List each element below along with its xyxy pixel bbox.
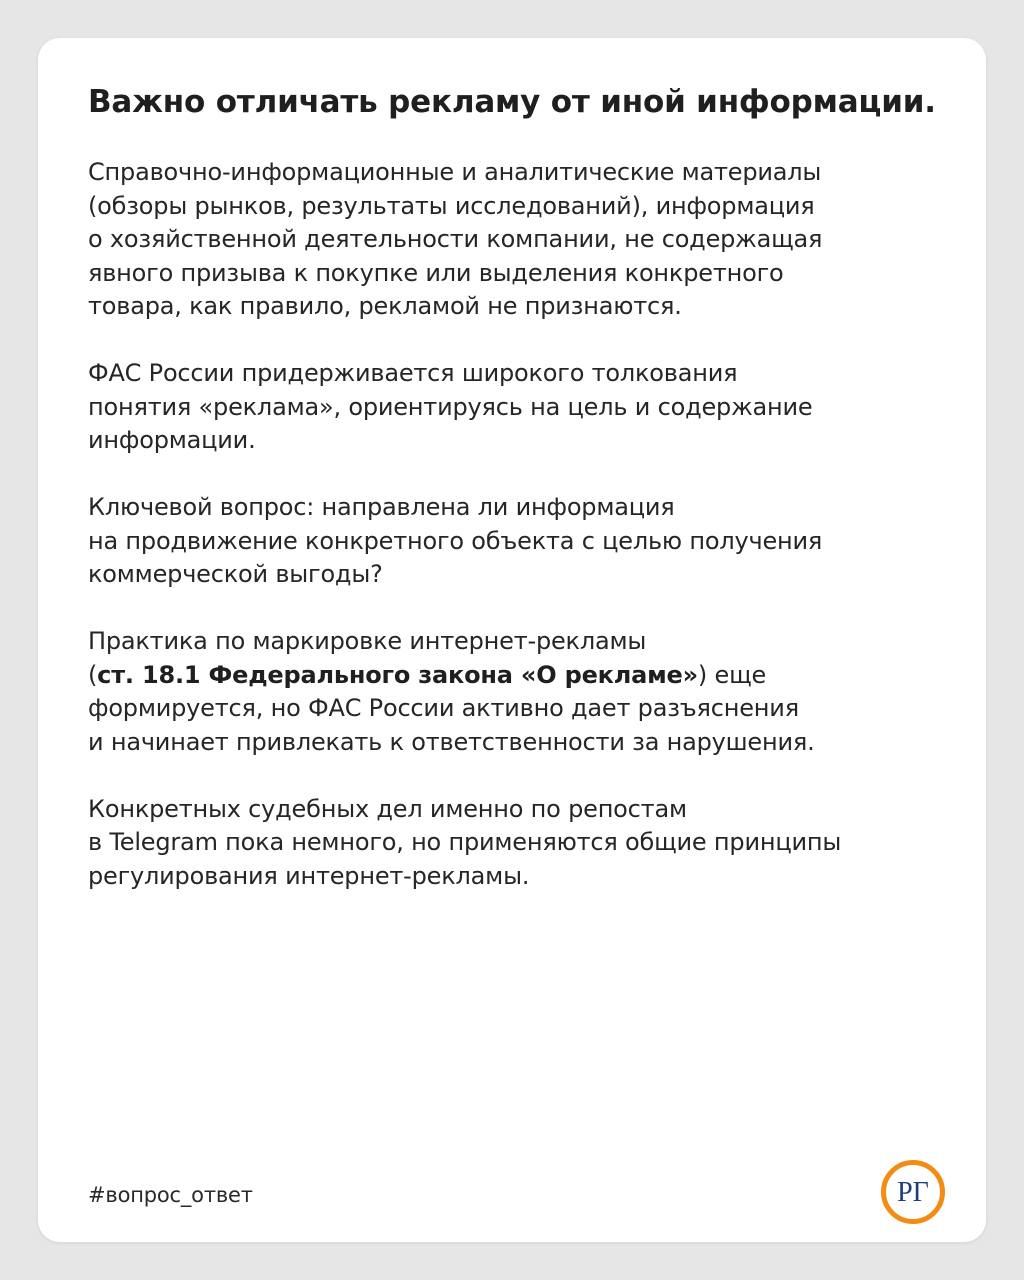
paren-open: ( xyxy=(88,660,98,689)
text-line: в Telegram пока немного, но применяются общие принципы xyxy=(88,828,842,856)
paragraph-reference-materials xyxy=(88,156,968,324)
hashtag: #вопрос_ответ xyxy=(88,1183,253,1207)
text-line: Практика по маркировке интернет-рекламы xyxy=(88,627,647,655)
law-reference: ст. 18.1 Федерального закона «О рекламе» xyxy=(97,660,698,689)
text-line: о хозяйственной деятельности компании, не содержащая xyxy=(88,225,823,253)
text-line: (обзоры рынков, результаты исследований), информация xyxy=(88,191,815,220)
text-line-with-law-reference xyxy=(88,659,968,693)
text-line: коммерческой выгоды? xyxy=(88,560,383,588)
text-line: на продвижение конкретного объекта с целью получения xyxy=(88,526,823,555)
logo-text: РГ xyxy=(897,1177,929,1208)
card-title: Важно отличать рекламу от иной информации. xyxy=(88,84,936,120)
text-fragment: ) еще xyxy=(697,660,767,689)
text-line: информации. xyxy=(88,426,256,454)
text-line: товара, как правило, рекламой не признаются. xyxy=(88,292,682,320)
paragraph-labeling-practice xyxy=(88,625,968,759)
text-line: ФАС России придерживается широкого толкования xyxy=(88,359,738,387)
text-line: Конкретных судебных дел именно по репостам xyxy=(88,794,687,823)
paragraph-key-question xyxy=(88,491,968,592)
text-line: понятия «реклама», ориентируясь на цель и содержание xyxy=(88,392,813,421)
paragraph-telegram-cases xyxy=(88,793,968,894)
text-line: формируется, но ФАС России активно дает разъяснения xyxy=(88,694,799,722)
rg-logo-icon xyxy=(880,1159,946,1225)
text-line: Справочно-информационные и аналитические материалы xyxy=(88,158,822,186)
text-line: и начинает привлекать к ответственности за нарушения. xyxy=(88,727,815,756)
card-body xyxy=(88,156,968,927)
text-line: явного призыва к покупке или выделения конкретного xyxy=(88,258,784,287)
text-line: регулирования интернет-рекламы. xyxy=(88,861,530,890)
content-card xyxy=(38,38,986,1242)
text-line: Ключевой вопрос: направлена ли информация xyxy=(88,493,675,521)
paragraph-fas-interpretation xyxy=(88,357,968,458)
